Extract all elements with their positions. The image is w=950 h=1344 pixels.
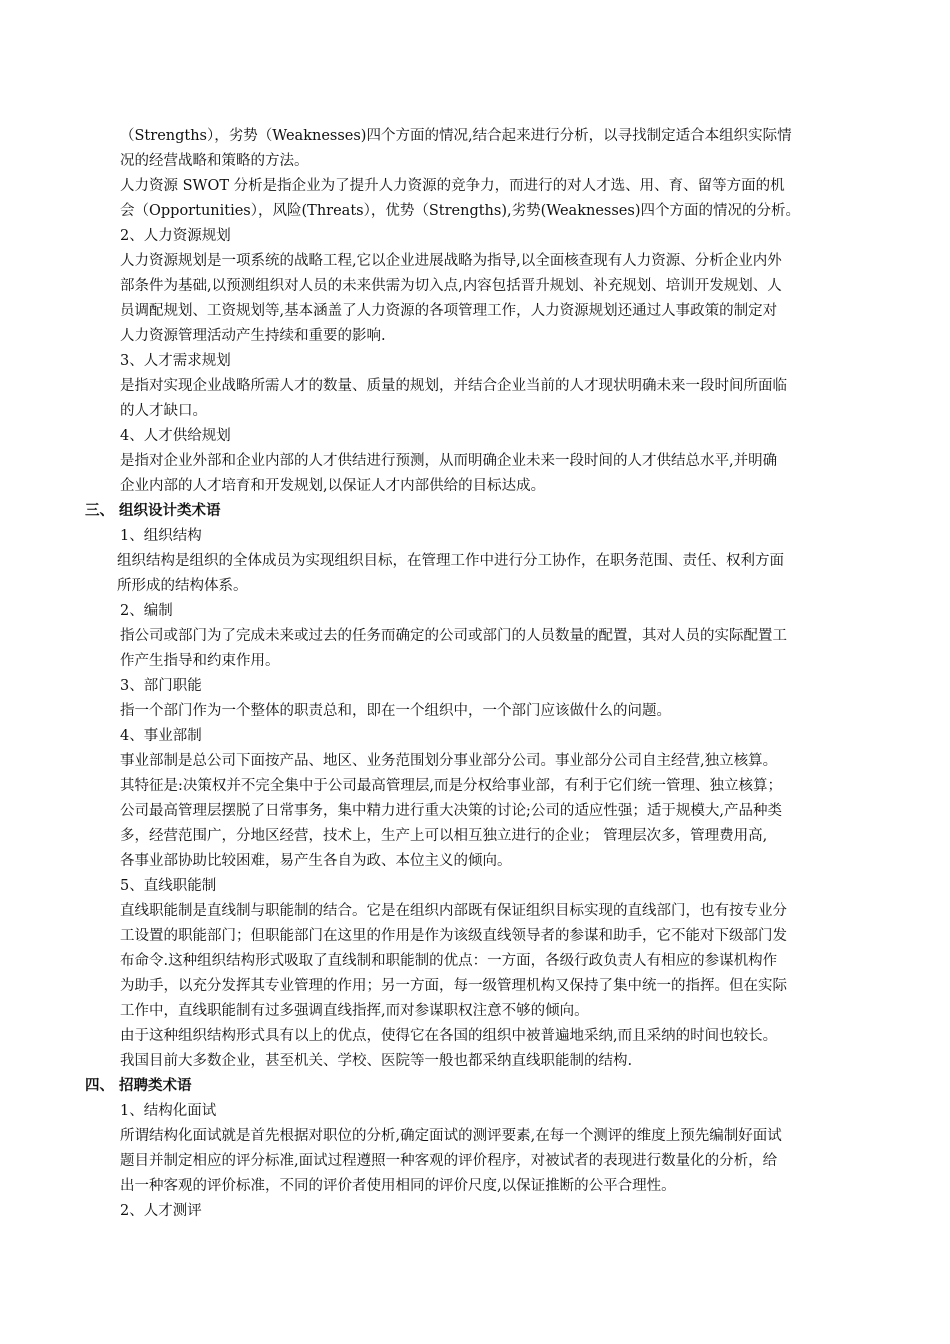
subheading: 2、人才测评 bbox=[120, 1203, 202, 1219]
subheading: 4、事业部制 bbox=[120, 728, 202, 744]
paragraph-line: 多，经营范围广，分地区经营，技术上，生产上可以相互独立进行的企业； 管理层次多，管理费用高, bbox=[120, 828, 768, 844]
paragraph-line: 指一个部门作为一个整体的职责总和，即在一个组织中，一个部门应该做什么的问题。 bbox=[120, 703, 671, 719]
paragraph-line: 企业内部的人才培育和开发规划,以保证人才内部供给的目标达成。 bbox=[120, 478, 546, 494]
subheading: 2、人力资源规划 bbox=[120, 228, 231, 244]
section-heading: 三、 组织设计类术语 bbox=[85, 503, 221, 519]
paragraph-line: 其特征是:决策权并不完全集中于公司最高管理层,而是分权给事业部，有利于它们统一管理、独立核算； bbox=[120, 778, 782, 794]
paragraph-line: 所谓结构化面试就是首先根据对职位的分析,确定面试的测评要素,在每一个测评的维度上预先编制好面试 bbox=[120, 1128, 782, 1144]
subheading: 3、人才需求规划 bbox=[120, 353, 231, 369]
paragraph-line: 由于这种组织结构形式具有以上的优点，使得它在各国的组织中被普遍地采纳,而且采纳的时间也较长。 bbox=[120, 1028, 778, 1044]
paragraph-line: 各事业部协助比较困难，易产生各自为政、本位主义的倾向。 bbox=[120, 853, 512, 869]
paragraph-line: 况的经营战略和策略的方法。 bbox=[120, 153, 309, 169]
paragraph-line: 作产生指导和约束作用。 bbox=[120, 653, 280, 669]
paragraph-line: 布命令.这种组织结构形式吸取了直线制和职能制的优点：一方面，各级行政负责人有相应的参谋机构作 bbox=[120, 953, 778, 969]
subheading: 4、人才供给规划 bbox=[120, 428, 231, 444]
paragraph-line: （Strengths），劣势（Weaknesses)四个方面的情况,结合起来进行分析，以寻找制定适合本组织实际情 bbox=[120, 128, 792, 144]
paragraph-line: 是指对企业外部和企业内部的人才供结进行预测，从而明确企业未来一段时间的人才供结总水平,并明确 bbox=[120, 453, 778, 469]
paragraph-line: 人力资源管理活动产生持续和重要的影响. bbox=[120, 328, 386, 344]
paragraph-line: 指公司或部门为了完成未来或过去的任务而确定的公司或部门的人员数量的配置，其对人员的实际配置工 bbox=[120, 628, 787, 644]
paragraph-line: 是指对实现企业战略所需人才的数量、质量的规划，并结合企业当前的人才现状明确未来一段时间所面临 bbox=[120, 378, 787, 394]
paragraph-line: 会（Opportunities），风险(Threats），优势（Strengths),劣势(Weaknesses)四个方面的情况的分析。 bbox=[120, 203, 800, 219]
paragraph-line: 事业部制是总公司下面按产品、地区、业务范围划分事业部分公司。事业部分公司自主经营,独立核算。 bbox=[120, 753, 778, 769]
paragraph-line: 题目并制定相应的评分标准,面试过程遵照一种客观的评价程序，对被试者的表现进行数量化的分析，给 bbox=[120, 1153, 778, 1169]
paragraph-line: 出一种客观的评价标准，不同的评价者使用相同的评价尺度,以保证推断的公平合理性。 bbox=[120, 1178, 676, 1194]
paragraph-line: 直线职能制是直线制与职能制的结合。它是在组织内部既有保证组织目标实现的直线部门，也有按专业分 bbox=[120, 903, 787, 919]
paragraph-line: 公司最高管理层摆脱了日常事务，集中精力进行重大决策的讨论;公司的适应性强；适于规模大,产品种类 bbox=[120, 803, 782, 819]
subheading: 1、结构化面试 bbox=[120, 1103, 217, 1119]
paragraph-line: 所形成的结构体系。 bbox=[117, 578, 248, 594]
subheading: 3、部门职能 bbox=[120, 678, 202, 694]
paragraph-line: 组织结构是组织的全体成员为实现组织目标，在管理工作中进行分工协作，在职务范围、责任、权利方面 bbox=[117, 553, 784, 569]
paragraph-line: 人力资源规划是一项系统的战略工程,它以企业进展战略为指导,以全面核查现有人力资源、分析企业内外 bbox=[120, 253, 782, 269]
section-heading: 四、 招聘类术语 bbox=[85, 1078, 192, 1094]
subheading: 2、编制 bbox=[120, 603, 173, 619]
paragraph-line: 的人才缺口。 bbox=[120, 403, 207, 419]
paragraph-line: 工设置的职能部门；但职能部门在这里的作用是作为该级直线领导者的参谋和助手，它不能对下级部门发 bbox=[120, 928, 787, 944]
subheading: 5、直线职能制 bbox=[120, 878, 217, 894]
paragraph-line: 为助手，以充分发挥其专业管理的作用；另一方面，每一级管理机构又保持了集中统一的指挥。但在实际 bbox=[120, 978, 787, 994]
paragraph-line: 员调配规划、工资规划等,基本涵盖了人力资源的各项管理工作，人力资源规划还通过人事政策的制定对 bbox=[120, 303, 778, 319]
paragraph-line: 部条件为基础,以预测组织对人员的未来供需为切入点,内容包括晋升规划、补充规划、培训开发规划、人 bbox=[120, 278, 782, 294]
paragraph-line: 工作中，直线职能制有过多强调直线指挥,而对参谋职权注意不够的倾向。 bbox=[120, 1003, 589, 1019]
paragraph-line: 我国目前大多数企业，甚至机关、学校、医院等一般也都采纳直线职能制的结构. bbox=[120, 1053, 633, 1069]
paragraph-line: 人力资源 SWOT 分析是指企业为了提升人力资源的竞争力，而进行的对人才选、用、育、留等方面的机 bbox=[120, 178, 785, 194]
subheading: 1、组织结构 bbox=[120, 528, 202, 544]
